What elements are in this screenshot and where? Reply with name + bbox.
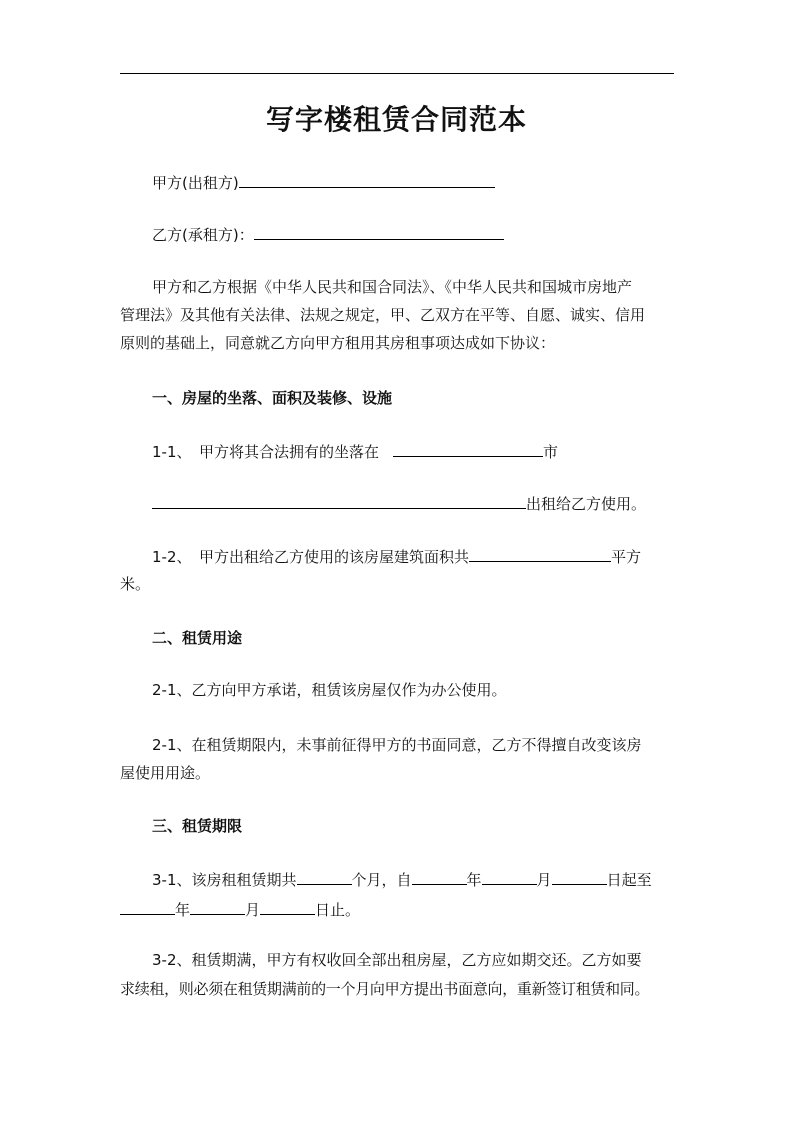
party-a-blank[interactable] xyxy=(239,172,495,188)
clause-1-1-line-1 xyxy=(120,441,712,462)
end-month-blank[interactable] xyxy=(190,899,245,915)
clause-3-1-text-e: 日起至 xyxy=(606,871,652,889)
clause-3-1-text-f: 年 xyxy=(175,901,191,919)
location-city-blank[interactable] xyxy=(393,441,543,457)
clause-1-1-line-2 xyxy=(120,493,712,514)
location-address-blank[interactable] xyxy=(152,493,526,509)
clause-1-2-text-a: 1-2、 甲方出租给乙方使用的该房屋建筑面积共 xyxy=(152,548,470,566)
end-year-blank[interactable] xyxy=(120,899,175,915)
start-year-blank[interactable] xyxy=(412,869,467,885)
start-day-blank[interactable] xyxy=(552,869,607,885)
intro-line-2: 管理法》及其他有关法律、法规之规定，甲、乙双方在平等、自愿、诚实、信用 xyxy=(120,306,646,324)
clause-1-2-line-2: 米。 xyxy=(120,575,151,593)
clause-3-1-text-h: 日止。 xyxy=(315,901,361,919)
clause-3-1-line-2 xyxy=(120,899,680,920)
intro-line-1: 甲方和乙方根据《中华人民共和国合同法》、《中华人民共和国城市房地产 xyxy=(152,278,633,296)
clause-3-1-line-1 xyxy=(120,869,712,890)
clause-1-2-text-b: 平方 xyxy=(611,548,642,566)
section-1-heading: 一、房屋的坐落、面积及装修、设施 xyxy=(152,389,393,407)
header-rule xyxy=(120,73,674,74)
clause-1-1-text-c: 出租给乙方使用。 xyxy=(526,495,647,513)
party-b-blank[interactable] xyxy=(254,224,504,240)
clause-3-2-line-2: 求续租，则必须在租赁期满前的一个月向甲方提出书面意向，重新签订租赁和同。 xyxy=(120,980,650,998)
party-b-label: 乙方(承租方)： xyxy=(152,226,254,244)
clause-1-1-text-b: 市 xyxy=(543,443,559,461)
months-blank[interactable] xyxy=(297,869,352,885)
party-a-line xyxy=(120,172,712,193)
start-month-blank[interactable] xyxy=(482,869,537,885)
clause-3-1-text-c: 年 xyxy=(466,871,482,889)
document-title: 写字楼租赁合同范本 xyxy=(265,103,527,136)
clause-3-1-text-b: 个月，自 xyxy=(351,871,412,889)
section-2-heading: 二、租赁用途 xyxy=(152,629,243,647)
area-blank[interactable] xyxy=(469,546,611,562)
clause-3-2-line-1: 3-2、租赁期满，甲方有权收回全部出租房屋，乙方应如期交还。乙方如要 xyxy=(152,951,642,969)
clause-2-2-line-2: 屋使用用途。 xyxy=(120,764,211,782)
intro-line-3: 原则的基础上，同意就乙方向甲方租用其房租事项达成如下协议： xyxy=(120,334,556,352)
clause-3-1-text-d: 月 xyxy=(536,871,552,889)
clause-1-2-line-1 xyxy=(120,546,712,567)
clause-2-2-line-1: 2-1、在租赁期限内，未事前征得甲方的书面同意，乙方不得擅自改变该房 xyxy=(152,736,642,754)
clause-1-1-text-a: 1-1、 甲方将其合法拥有的坐落在 xyxy=(152,443,380,461)
party-a-label: 甲方(出租方) xyxy=(152,174,239,192)
end-day-blank[interactable] xyxy=(260,899,315,915)
clause-3-1-text-g: 月 xyxy=(245,901,261,919)
clause-2-1: 2-1、乙方向甲方承诺，租赁该房屋仅作为办公使用。 xyxy=(152,681,507,699)
party-b-line xyxy=(120,224,712,245)
section-3-heading: 三、租赁期限 xyxy=(152,817,243,835)
clause-3-1-text-a: 3-1、该房租租赁期共 xyxy=(152,871,297,889)
